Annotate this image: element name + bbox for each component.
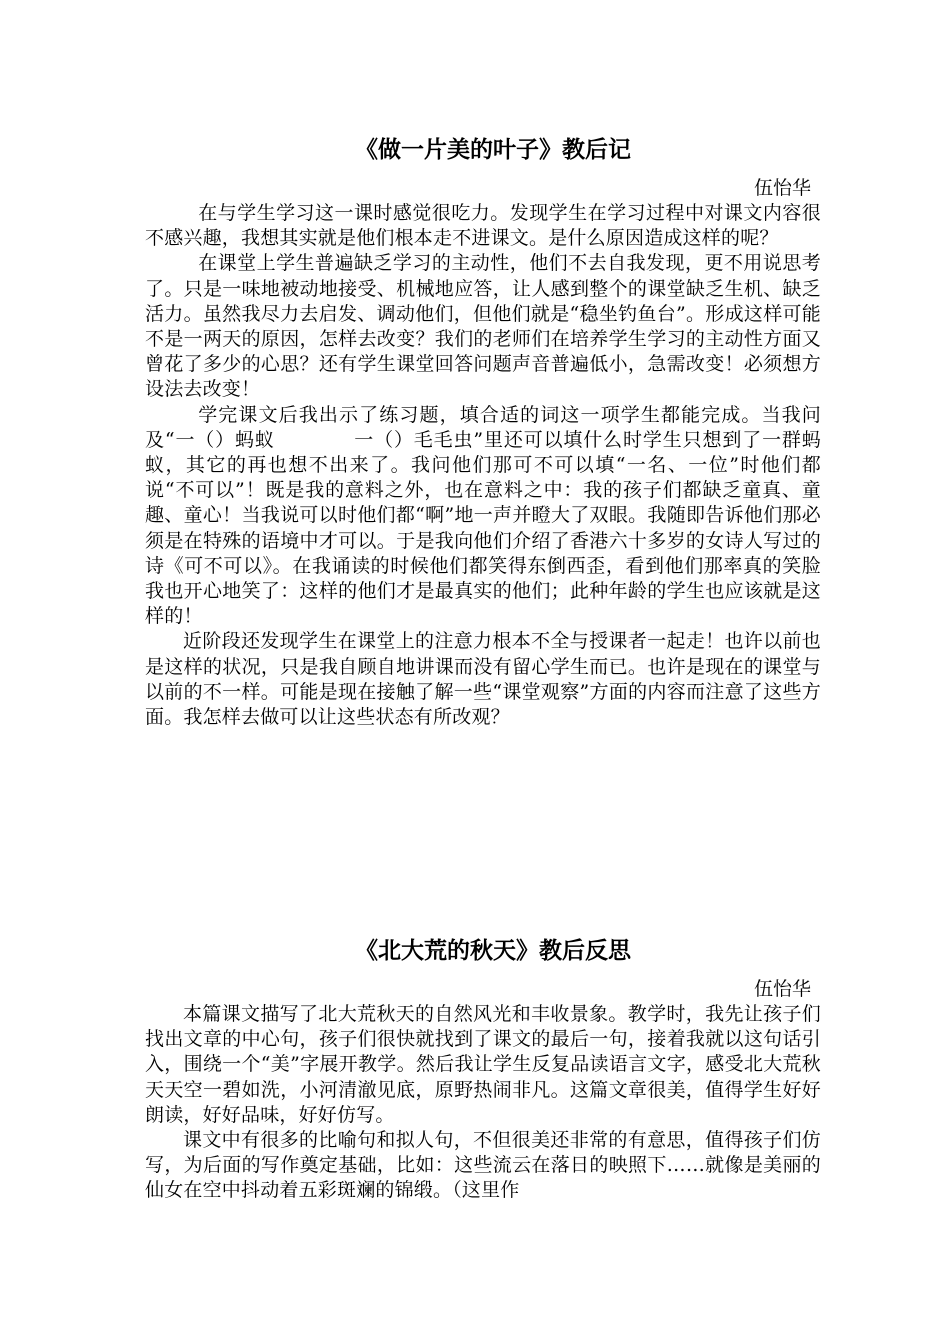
article-2-paragraph: 本篇课文描写了北大荒秋天的自然风光和丰收景象。教学时，我先让孩子们找出文章的中心句，孩子们很快就找到了课文的最后一句，接着我就以这句话引入，围绕一个“美”字展开教学。然后我让学生反复品读语言文字，感受北大荒秋天天空一碧如洗，小河清澈见底，原野热闹非凡。这篇文章很美，值得学生好好朗读，好好品味，好好仿写。 <box>145 1003 821 1126</box>
article-1-paragraph: 在与学生学习这一课时感觉很吃力。发现学生在学习过程中对课文内容很不感兴趣，我想其实就是他们根本走不进课文。是什么原因造成这样的呢？ <box>145 202 821 250</box>
article-1-author: 伍怡华 <box>753 177 811 199</box>
article-1 <box>145 134 821 730</box>
article-1-paragraph: 学完课文后我出示了练习题，填合适的词这一项学生都能完成。当我问及“一（）蚂蚁 一（）毛毛虫”里还可以填什么时学生只想到了一群蚂蚁，其它的再也想不出来了。我问他们那可不可以填“一名、一位”时他们都说“不可以”！既是我的意料之外，也在意料之中：我的孩子们都缺乏童真、童趣、童心！当我说可以时他们都“啊”地一声并瞪大了双眼。我随即告诉他们那必须是在特殊的语境中才可以。于是我向他们介绍了香港六十多岁的女诗人写过的诗《可不可以》。在我诵读的时候他们都笑得东倒西歪，看到他们那率真的笑脸我也开心地笑了：这样的他们才是最真实的他们；此种年龄的学生也应该就是这样的！ <box>145 403 821 628</box>
article-2 <box>145 935 821 1204</box>
article-2-title: 《北大荒的秋天》教后反思 <box>355 937 631 964</box>
article-1-paragraph: 在课堂上学生普遍缺乏学习的主动性，他们不去自我发现，更不用说思考了。只是一味地被动地接受、机械地应答，让人感到整个的课堂缺乏生机、缺乏活力。虽然我尽力去启发、调动他们，但他们就是“稳坐钓鱼台”。形成这样可能不是一两天的原因，怎样去改变？我们的老师们在培养学生学习的主动性方面又曾花了多少的心思？还有学生课堂回答问题声音普遍低小，急需改变！必须想方设法去改变！ <box>145 252 821 401</box>
article-2-author: 伍怡华 <box>753 978 811 1000</box>
article-1-paragraph: 近阶段还发现学生在课堂上的注意力根本不全与授课者一起走！也许以前也是这样的状况，只是我自顾自地讲课而没有留心学生而已。也许是现在的课堂与以前的不一样。可能是现在接触了解一些“课堂观察”方面的内容而注意了这些方面。我怎样去做可以让这些状态有所改观？ <box>145 630 821 729</box>
article-1-title: 《做一片美的叶子》教后记 <box>355 136 631 163</box>
article-2-paragraph: 课文中有很多的比喻句和拟人句，不但很美还非常的有意思，值得孩子们仿写，为后面的写作奠定基础，比如：这些流云在落日的映照下……就像是美丽的仙女在空中抖动着五彩斑斓的锦缎。（这里作 <box>145 1129 821 1202</box>
